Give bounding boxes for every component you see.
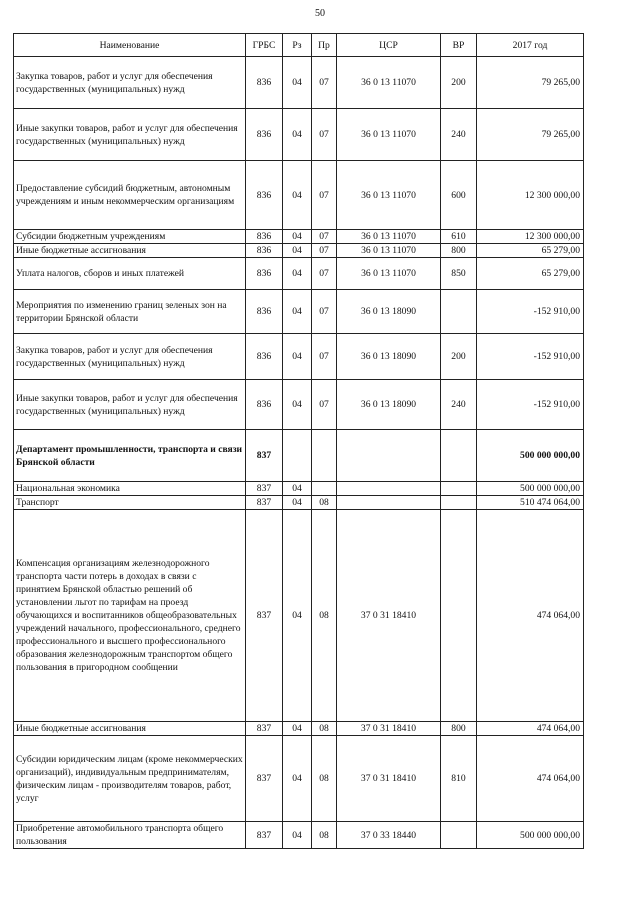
row-grbs: 837: [246, 722, 283, 736]
row-name: Мероприятия по изменению границ зеленых зон на территории Брянской области: [14, 290, 246, 334]
row-csr: 36 0 13 11070: [337, 258, 441, 290]
row-amount: 500 000 000,00: [477, 822, 584, 849]
row-pr: 08: [312, 736, 337, 822]
row-rz: 04: [283, 736, 312, 822]
table-row: [14, 380, 584, 430]
row-rz: 04: [283, 334, 312, 380]
row-grbs: 837: [246, 822, 283, 849]
row-vr: 810: [441, 736, 477, 822]
table-row: [14, 496, 584, 510]
row-vr: 850: [441, 258, 477, 290]
row-pr: 07: [312, 161, 337, 230]
table-row: [14, 822, 584, 849]
row-vr: 600: [441, 161, 477, 230]
header-rz: Рз: [283, 34, 312, 57]
row-amount: -152 910,00: [477, 334, 584, 380]
table-row: [14, 430, 584, 482]
row-csr: [337, 482, 441, 496]
row-rz: 04: [283, 244, 312, 258]
row-vr: 800: [441, 722, 477, 736]
row-pr: 07: [312, 334, 337, 380]
table-row: [14, 482, 584, 496]
row-amount: 474 064,00: [477, 510, 584, 722]
row-pr: 07: [312, 230, 337, 244]
row-vr: [441, 482, 477, 496]
row-pr: 07: [312, 380, 337, 430]
row-name: Уплата налогов, сборов и иных платежей: [14, 258, 246, 290]
row-rz: 04: [283, 258, 312, 290]
row-rz: 04: [283, 722, 312, 736]
row-amount: 12 300 000,00: [477, 230, 584, 244]
row-vr: 200: [441, 57, 477, 109]
row-csr: 36 0 13 11070: [337, 244, 441, 258]
row-pr: 07: [312, 109, 337, 161]
row-csr: 36 0 13 11070: [337, 230, 441, 244]
row-amount: 79 265,00: [477, 57, 584, 109]
row-rz: 04: [283, 380, 312, 430]
table-row: [14, 290, 584, 334]
row-vr: 200: [441, 334, 477, 380]
budget-table: [13, 33, 584, 849]
row-grbs: 836: [246, 290, 283, 334]
table-row: [14, 244, 584, 258]
row-rz: 04: [283, 161, 312, 230]
row-amount: 12 300 000,00: [477, 161, 584, 230]
row-grbs: 837: [246, 510, 283, 722]
row-grbs: 836: [246, 258, 283, 290]
row-grbs: 837: [246, 496, 283, 510]
row-vr: 610: [441, 230, 477, 244]
row-name: Иные закупки товаров, работ и услуг для обеспечения государственных (муниципальных) нужд: [14, 109, 246, 161]
row-rz: 04: [283, 496, 312, 510]
row-amount: 65 279,00: [477, 258, 584, 290]
row-csr: 36 0 13 18090: [337, 334, 441, 380]
row-vr: [441, 510, 477, 722]
row-csr: 36 0 13 18090: [337, 290, 441, 334]
row-name: Компенсация организациям железнодорожного транспорта части потерь в доходах в связи с принятием Брянской областью решений об установлении льгот по тарифам на проезд обучающихся и воспитанников общеобразовательных учреждений начального, профессионального, среднего профессионального и высшего профессионального образования железнодорожным транспортом общего пользования в пригородном сообщении: [14, 510, 246, 722]
row-vr: [441, 290, 477, 334]
row-grbs: 836: [246, 244, 283, 258]
row-grbs: 836: [246, 380, 283, 430]
row-amount: -152 910,00: [477, 380, 584, 430]
row-pr: 07: [312, 57, 337, 109]
row-vr: 240: [441, 109, 477, 161]
row-name: Предоставление субсидий бюджетным, автономным учреждениям и иным некоммерческим организациям: [14, 161, 246, 230]
row-name: Иные бюджетные ассигнования: [14, 722, 246, 736]
table-header-row: [14, 34, 584, 57]
row-rz: 04: [283, 109, 312, 161]
row-grbs: 837: [246, 736, 283, 822]
table-row: [14, 258, 584, 290]
row-grbs: 837: [246, 482, 283, 496]
row-name: Иные закупки товаров, работ и услуг для обеспечения государственных (муниципальных) нужд: [14, 380, 246, 430]
row-name: Иные бюджетные ассигнования: [14, 244, 246, 258]
row-name: Приобретение автомобильного транспорта общего пользования: [14, 822, 246, 849]
row-amount: 474 064,00: [477, 736, 584, 822]
row-csr: 36 0 13 11070: [337, 109, 441, 161]
row-rz: 04: [283, 290, 312, 334]
row-pr: [312, 482, 337, 496]
row-rz: [283, 430, 312, 482]
row-vr: 800: [441, 244, 477, 258]
table-row: [14, 57, 584, 109]
row-rz: 04: [283, 57, 312, 109]
row-amount: 474 064,00: [477, 722, 584, 736]
row-csr: 37 0 33 18440: [337, 822, 441, 849]
header-vr: ВР: [441, 34, 477, 57]
row-vr: 240: [441, 380, 477, 430]
row-name: Департамент промышленности, транспорта и связи Брянской области: [14, 430, 246, 482]
row-pr: 07: [312, 244, 337, 258]
row-pr: 08: [312, 822, 337, 849]
row-rz: 04: [283, 822, 312, 849]
header-pr: Пр: [312, 34, 337, 57]
row-amount: -152 910,00: [477, 290, 584, 334]
table-row: [14, 736, 584, 822]
table-row: [14, 161, 584, 230]
row-grbs: 836: [246, 161, 283, 230]
row-grbs: 837: [246, 430, 283, 482]
row-grbs: 836: [246, 334, 283, 380]
row-amount: 79 265,00: [477, 109, 584, 161]
row-name: Транспорт: [14, 496, 246, 510]
row-amount: 500 000 000,00: [477, 482, 584, 496]
row-rz: 04: [283, 230, 312, 244]
row-name: Закупка товаров, работ и услуг для обеспечения государственных (муниципальных) нужд: [14, 57, 246, 109]
page-number: 50: [315, 8, 325, 19]
row-grbs: 836: [246, 57, 283, 109]
header-year: 2017 год: [477, 34, 584, 57]
row-amount: 65 279,00: [477, 244, 584, 258]
row-pr: 07: [312, 290, 337, 334]
header-grbs: ГРБС: [246, 34, 283, 57]
row-pr: 08: [312, 510, 337, 722]
row-vr: [441, 822, 477, 849]
table-row: [14, 230, 584, 244]
table-row: [14, 334, 584, 380]
row-name: Национальная экономика: [14, 482, 246, 496]
row-csr: 37 0 31 18410: [337, 722, 441, 736]
row-csr: 37 0 31 18410: [337, 510, 441, 722]
row-pr: [312, 430, 337, 482]
row-vr: [441, 496, 477, 510]
table-body: [14, 57, 584, 849]
row-name: Закупка товаров, работ и услуг для обеспечения государственных (муниципальных) нужд: [14, 334, 246, 380]
table-row: [14, 109, 584, 161]
row-csr: [337, 430, 441, 482]
row-rz: 04: [283, 482, 312, 496]
header-csr: ЦСР: [337, 34, 441, 57]
row-csr: 36 0 13 11070: [337, 57, 441, 109]
table-row: [14, 722, 584, 736]
header-name: Наименование: [14, 34, 246, 57]
row-pr: 08: [312, 496, 337, 510]
row-grbs: 836: [246, 109, 283, 161]
row-name: Субсидии бюджетным учреждениям: [14, 230, 246, 244]
row-pr: 07: [312, 258, 337, 290]
row-csr: 37 0 31 18410: [337, 736, 441, 822]
row-csr: 36 0 13 18090: [337, 380, 441, 430]
row-vr: [441, 430, 477, 482]
row-csr: [337, 496, 441, 510]
table-row: [14, 510, 584, 722]
row-amount: 500 000 000,00: [477, 430, 584, 482]
row-rz: 04: [283, 510, 312, 722]
row-grbs: 836: [246, 230, 283, 244]
row-amount: 510 474 064,00: [477, 496, 584, 510]
row-name: Субсидии юридическим лицам (кроме некоммерческих организаций), индивидуальным предпринимателям, физическим лицам - производителям товаров, работ, услуг: [14, 736, 246, 822]
row-pr: 08: [312, 722, 337, 736]
row-csr: 36 0 13 11070: [337, 161, 441, 230]
